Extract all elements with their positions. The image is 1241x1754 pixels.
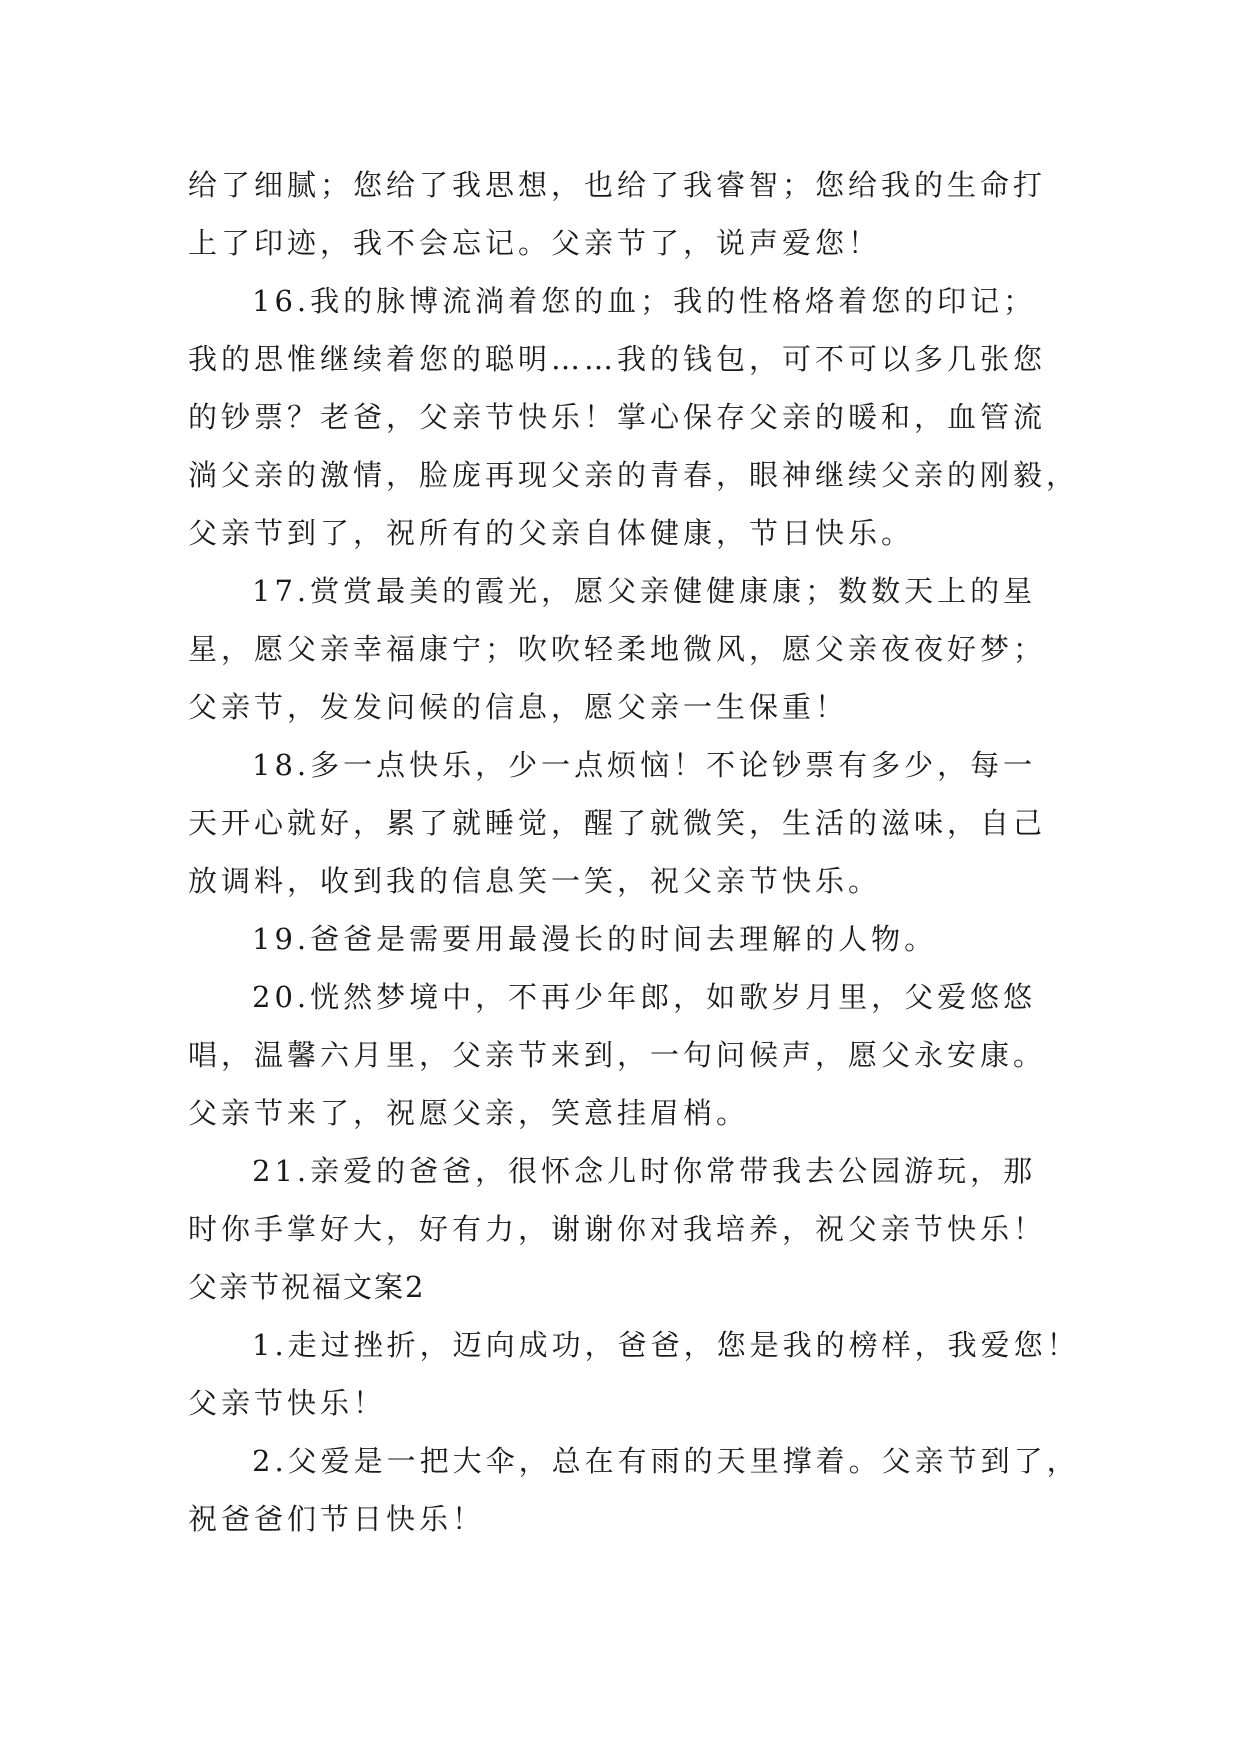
text-line: 祝爸爸们节日快乐！ xyxy=(188,1502,486,1536)
paragraph-19: 19.爸爸是需要用最漫长的时间去理解的人物。 xyxy=(252,922,938,956)
text-line: 唱，温馨六月里，父亲节来到，一句问候声，愿父永安康。 xyxy=(188,1038,1047,1072)
document-body xyxy=(188,156,1080,1548)
text-line: 放调料，收到我的信息笑一笑，祝父亲节快乐。 xyxy=(188,864,882,898)
text-line: 时你手掌好大，好有力，谢谢你对我培养，祝父亲节快乐！ xyxy=(188,1212,1047,1246)
paragraph-21-start: 21.亲爱的爸爸，很怀念儿时你常带我去公园游玩，那 xyxy=(252,1154,1037,1188)
text-line: 淌父亲的激情，脸庞再现父亲的青春，眼神继续父亲的刚毅， xyxy=(188,458,1080,492)
paragraph-18-start: 18.多一点快乐，少一点烦恼！不论钞票有多少，每一 xyxy=(252,748,1037,782)
text-line: 父亲节到了，祝所有的父亲自体健康，节日快乐。 xyxy=(188,516,915,550)
text-line: 我的思惟继续着您的聪明……我的钱包，可不可以多几张您 xyxy=(188,342,1047,376)
text-line: 星，愿父亲幸福康宁；吹吹轻柔地微风，愿父亲夜夜好梦； xyxy=(188,632,1047,666)
text-line: 父亲节快乐！ xyxy=(188,1386,387,1420)
text-line: 父亲节，发发问候的信息，愿父亲一生保重！ xyxy=(188,690,849,724)
text-line: 的钞票？老爸，父亲节快乐！掌心保存父亲的暖和，血管流 xyxy=(188,400,1047,434)
paragraph-17-start: 17.赏赏最美的霞光，愿父亲健健康康；数数天上的星 xyxy=(252,574,1037,608)
paragraph-20-start: 20.恍然梦境中，不再少年郎，如歌岁月里，父爱悠悠 xyxy=(252,980,1037,1014)
text-line: 父亲节来了，祝愿父亲，笑意挂眉梢。 xyxy=(188,1096,750,1130)
text-line: 上了印迹，我不会忘记。父亲节了，说声爱您！ xyxy=(188,226,882,260)
paragraph-16-start: 16.我的脉博流淌着您的血；我的性格烙着您的印记； xyxy=(252,284,1037,318)
text-line: 给了细腻；您给了我思想，也给了我睿智；您给我的生命打 xyxy=(188,168,1047,202)
paragraph-1-start: 1.走过挫折，迈向成功，爸爸，您是我的榜样，我爱您！ xyxy=(252,1328,1080,1362)
paragraph-2-start: 2.父爱是一把大伞，总在有雨的天里撑着。父亲节到了， xyxy=(252,1444,1080,1478)
section-heading: 父亲节祝福文案2 xyxy=(188,1270,426,1304)
text-line: 天开心就好，累了就睡觉，醒了就微笑，生活的滋味，自己 xyxy=(188,806,1047,840)
